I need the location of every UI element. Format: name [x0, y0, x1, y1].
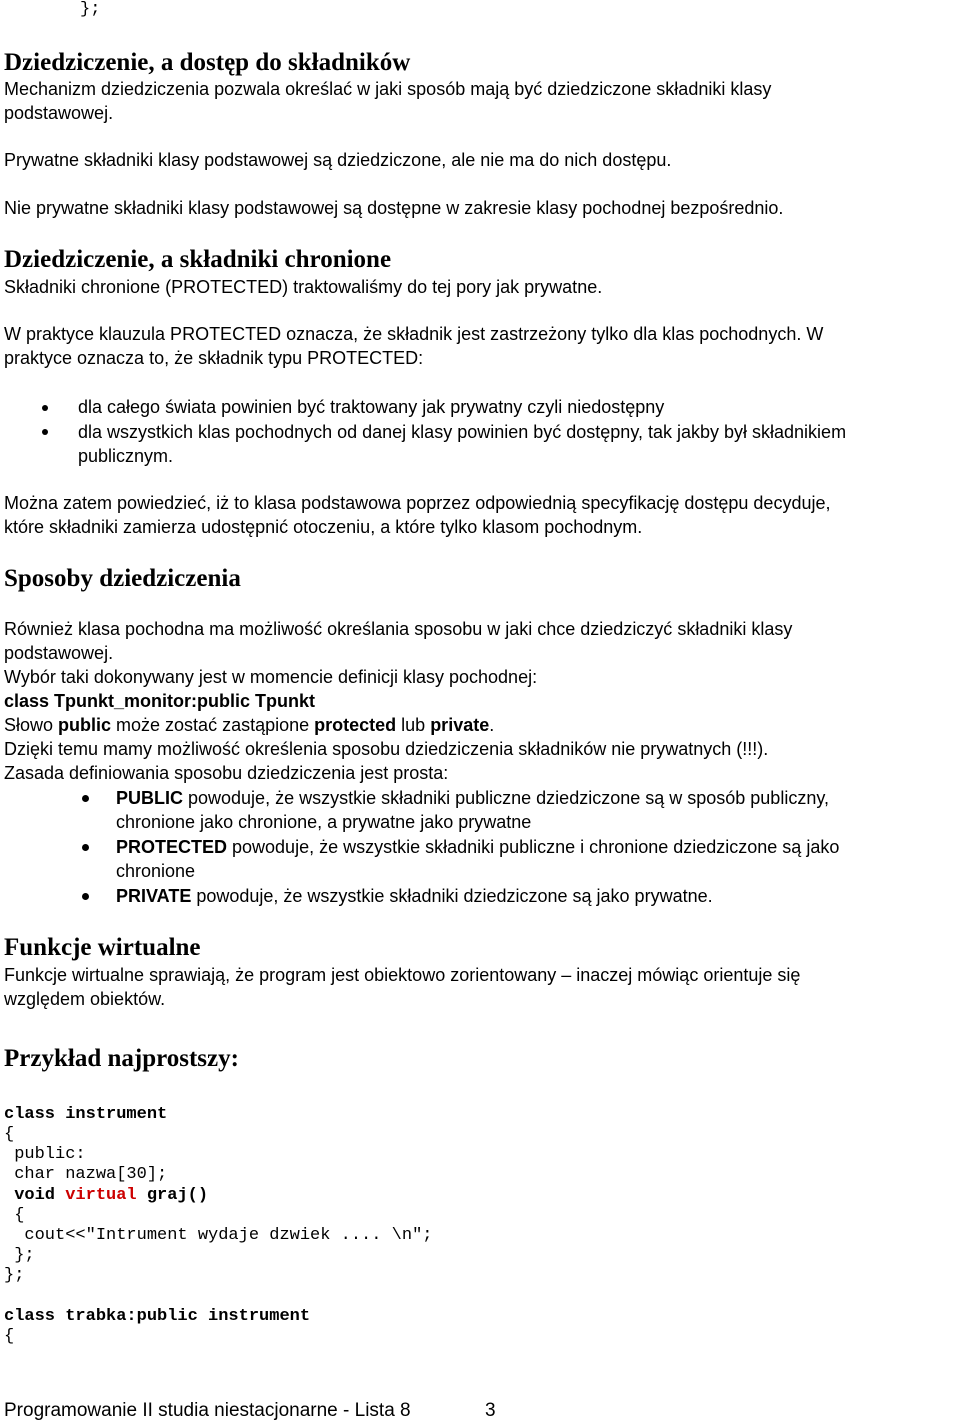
- paragraph-line: Również klasa pochodna ma możliwość określania sposobu w jaki chce dziedziczyć składniki klasy: [4, 619, 793, 639]
- code-line: char nazwa[30];: [4, 1165, 168, 1184]
- code-example-line: class Tpunkt_monitor:public Tpunkt: [4, 691, 316, 711]
- rule-keyword: PRIVATE: [116, 886, 192, 906]
- rule-protected: [116, 835, 839, 859]
- code-line: [4, 1186, 208, 1206]
- heading-access: Dziedziczenie, a dostęp do składników: [4, 49, 411, 76]
- paragraph-line: Mechanizm dziedziczenia pozwala określać w jaki sposób mają być dziedziczone składniki klasy: [4, 79, 772, 99]
- paragraph-line: Funkcje wirtualne sprawiają, że program jest obiektowo zorientowany – inaczej mówiąc orientuje się: [4, 965, 801, 985]
- bullet-icon: [82, 844, 89, 851]
- code-text: class trabka:public instrument: [4, 1307, 311, 1326]
- list-item: dla wszystkich klas pochodnych od danej klasy powinien być dostępny, tak jakby był składnikiem: [78, 422, 847, 442]
- paragraph-keywords: [4, 713, 494, 737]
- keyword-protected: protected: [314, 715, 397, 735]
- heading-inheritance-modes: Sposoby dziedziczenia: [4, 565, 241, 592]
- paragraph-line: podstawowej.: [4, 643, 114, 663]
- code-line: [4, 1307, 310, 1327]
- text-span: .: [489, 715, 495, 735]
- list-item: dla całego świata powinien być traktowany jak prywatny czyli niedostępny: [78, 397, 665, 417]
- paragraph: Prywatne składniki klasy podstawowej są dziedziczone, ale nie ma do nich dostępu.: [4, 150, 672, 170]
- paragraph-line: podstawowej.: [4, 103, 114, 123]
- rule-text: powoduje, że wszystkie składniki dziedziczone są jako prywatne.: [191, 886, 713, 906]
- heading-virtual-functions: Funkcje wirtualne: [4, 934, 201, 961]
- paragraph: Dzięki temu mamy możliwość określenia sposobu dziedziczenia składników nie prywatnych (!!!).: [4, 739, 769, 759]
- bullet-icon: [82, 795, 89, 802]
- code-line: cout<<"Intrument wydaje dzwiek .... \n";: [4, 1226, 433, 1245]
- bullet-icon: [82, 893, 89, 900]
- rule-public: [116, 786, 829, 810]
- rule-text: powoduje, że wszystkie składniki publiczne dziedziczone są w sposób publiczny,: [183, 788, 829, 808]
- code-text: class instrument: [4, 1105, 168, 1124]
- paragraph: Składniki chronione (PROTECTED) traktowaliśmy do tej pory jak prywatne.: [4, 277, 603, 297]
- code-line: [4, 1105, 167, 1125]
- code-line: };: [4, 1266, 25, 1285]
- bullet-icon: [42, 405, 48, 411]
- paragraph-line: praktyce oznacza to, że składnik typu PROTECTED:: [4, 348, 424, 368]
- rule-keyword: PROTECTED: [116, 837, 228, 857]
- bullet-icon: [42, 429, 48, 435]
- paragraph: Wybór taki dokonywany jest w momencie definicji klasy pochodnej:: [4, 667, 538, 687]
- rule-keyword: PUBLIC: [116, 788, 183, 808]
- heading-example: Przykład najprostszy:: [4, 1045, 239, 1072]
- page-number: 3: [485, 1400, 496, 1421]
- footer-text: Programowanie II studia niestacjonarne - Lista 8: [4, 1400, 411, 1421]
- text-span: lub: [396, 715, 431, 735]
- code-line: {: [4, 1206, 25, 1225]
- heading-protected: Dziedziczenie, a składniki chronione: [4, 246, 392, 273]
- code-line: };: [4, 1246, 35, 1265]
- paragraph: Nie prywatne składniki klasy podstawowej są dostępne w zakresie klasy pochodnej bezpośrednio.: [4, 198, 784, 218]
- paragraph-line: względem obiektów.: [4, 989, 166, 1009]
- code-line: {: [4, 1125, 15, 1144]
- code-fragment-top: };: [80, 0, 101, 19]
- rule-private: [116, 884, 713, 908]
- code-keyword-virtual: virtual: [65, 1186, 137, 1205]
- code-line: {: [4, 1327, 15, 1346]
- paragraph-line: W praktyce klauzula PROTECTED oznacza, że składnik jest zastrzeżony tylko dla klas pochodnych. W: [4, 324, 824, 344]
- list-item-continuation: publicznym.: [78, 446, 174, 466]
- paragraph-line: które składniki zamierza udostępnić otoczeniu, a które tylko klasom pochodnym.: [4, 517, 643, 537]
- code-line: public:: [4, 1145, 86, 1164]
- rule-continuation: chronione jako chronione, a prywatne jako prywatne: [116, 812, 532, 832]
- rule-continuation: chronione: [116, 861, 196, 881]
- code-text: graj(): [136, 1186, 209, 1205]
- keyword-private: private: [430, 715, 490, 735]
- paragraph: Zasada definiowania sposobu dziedziczenia jest prosta:: [4, 763, 449, 783]
- code-keyword: void: [4, 1186, 66, 1205]
- text-span: może zostać zastąpione: [111, 715, 315, 735]
- keyword-public: public: [58, 715, 112, 735]
- paragraph-line: Można zatem powiedzieć, iż to klasa podstawowa poprzez odpowiednią specyfikację dostępu decyduje,: [4, 493, 831, 513]
- text-span: Słowo: [4, 715, 59, 735]
- rule-text: powoduje, że wszystkie składniki publiczne i chronione dziedziczone są jako: [227, 837, 840, 857]
